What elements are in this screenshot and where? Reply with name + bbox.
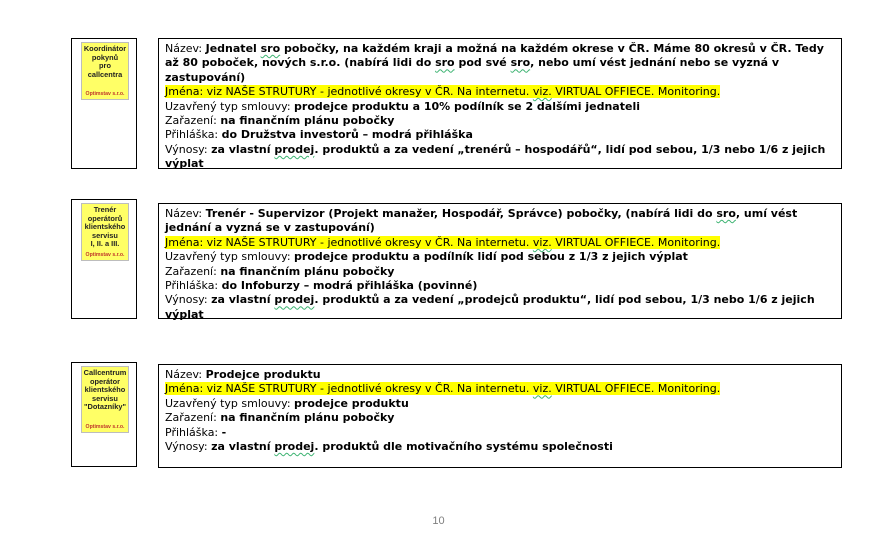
prihlaska-line: Přihláška: do Infoburzy – modrá přihláška (povinné) bbox=[165, 279, 478, 293]
prihlaska-line: Přihláška: - bbox=[165, 425, 227, 439]
vynosy-line: Výnosy: za vlastní prodej. produktů dle motivačního systému společnosti bbox=[165, 440, 613, 454]
role-description bbox=[158, 203, 842, 319]
prihlaska-line: Přihláška: do Družstva investorů – modrá přihláška bbox=[165, 128, 473, 142]
smlouva-line: Uzavřený typ smlouvy: prodejce produktu bbox=[165, 396, 409, 410]
nazev-line: Název: Prodejce produktu bbox=[165, 368, 321, 381]
jmena-line: Jména: viz NAŠE STRUTURY - jednotlivé okresy v ČR. Na internetu. viz. VIRTUAL OFFIECE. Monitoring. bbox=[165, 235, 721, 249]
zarazeni-line: Zařazení: na finančním plánu pobočky bbox=[165, 411, 395, 425]
role-card-company: Optimstav s.r.o. bbox=[85, 91, 125, 97]
jmena-line: Jména: viz NAŠE STRUTURY - jednotlivé okresy v ČR. Na internetu. viz. VIRTUAL OFFIECE. Monitoring. bbox=[165, 382, 721, 396]
role-card bbox=[81, 366, 129, 433]
role-thumbnail bbox=[71, 38, 137, 169]
role-card-title: Trenér operátorů klientského servisu I, II. a III. bbox=[84, 205, 126, 249]
role-card bbox=[81, 203, 129, 261]
role-thumbnail bbox=[71, 362, 137, 467]
jmena-line: Jména: viz NAŠE STRUTURY - jednotlivé okresy v ČR. Na internetu. viz. VIRTUAL OFFIECE. Monitoring. bbox=[165, 85, 721, 99]
vynosy-line: Výnosy: za vlastní prodej. produktů a za vedení „trenérů – hospodářů“, lidí pod sebou, 1/3 nebo 1/6 z jejich výplat bbox=[165, 142, 826, 171]
role-card-title: Koordinátor pokynů pro callcentra bbox=[83, 44, 127, 79]
smlouva-line: Uzavřený typ smlouvy: prodejce produktu a podílník lidí pod sebou z 1/3 z jejich výplat bbox=[165, 250, 688, 264]
nazev-line: Název: Trenér - Supervizor (Projekt manažer, Hospodář, Správce) pobočky, (nabírá lidi do sro, umí vést jednání a vyzná se v zastupování) bbox=[165, 207, 798, 235]
role-card-company: Optimstav s.r.o. bbox=[85, 252, 125, 258]
zarazeni-line: Zařazení: na finančním plánu pobočky bbox=[165, 114, 395, 128]
nazev-line: Název: Jednatel sro pobočky, na každém kraji a možná na každém okrese v ČR. Máme 80 okresů v ČR. Tedy až 80 poboček, nových s.r.o. (nabírá lidi do sro pod své sro, nebo umí vést jednání nebo se vyzná v zastupování) bbox=[165, 42, 824, 84]
vynosy-line: Výnosy: za vlastní prodej. produktů a za vedení „prodejců produktu“, lidí pod sebou, 1/3 nebo 1/6 z jejich výplat bbox=[165, 293, 815, 321]
role-card bbox=[81, 42, 129, 100]
zarazeni-line: Zařazení: na finančním plánu pobočky bbox=[165, 264, 395, 278]
role-card-title: Callcentrum operátor klientského servisu "Dotazníky" bbox=[83, 368, 127, 412]
smlouva-line: Uzavřený typ smlouvy: prodejce produktu a 10% podílník se 2 dalšími jednateli bbox=[165, 99, 640, 113]
role-description bbox=[158, 364, 842, 468]
role-thumbnail bbox=[71, 199, 137, 319]
role-card-company: Optimstav s.r.o. bbox=[85, 424, 125, 430]
role-description bbox=[158, 38, 842, 169]
page-number: 10 bbox=[432, 515, 445, 527]
